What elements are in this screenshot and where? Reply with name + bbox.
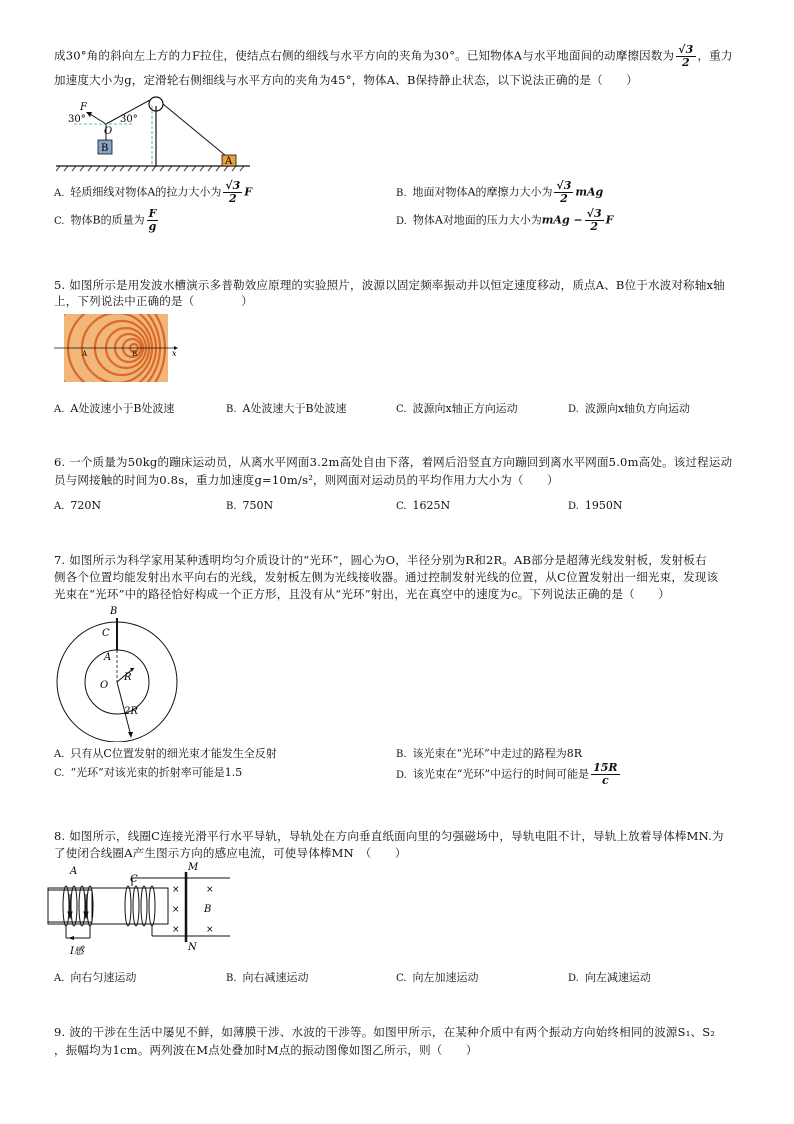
q7-option-a: A. 只有从C位置发射的细光束才能发生全反射 bbox=[54, 747, 277, 760]
label-b: B bbox=[110, 606, 118, 617]
angle-left: 30° bbox=[68, 114, 86, 125]
q4-text: 成30°角的斜向左上方的力F拉住，使结点右侧的细线与水平方向的夹角为30°。已知物体A与水平地面间的动摩擦因数为 bbox=[54, 48, 675, 63]
svg-text:×: × bbox=[172, 885, 180, 895]
svg-text:×: × bbox=[172, 905, 180, 915]
q8-stem-line2: 了使闭合线圈A产生图示方向的感应电流，可使导体棒MN （ ） bbox=[54, 846, 407, 860]
q4-figure bbox=[54, 92, 254, 172]
q9-stem-line2: ，振幅均为1cm。两列波在M点处叠加时M点的振动图像如图乙所示，则（ ） bbox=[54, 1043, 478, 1057]
label-b: B bbox=[132, 350, 138, 358]
label-2r: 2R bbox=[124, 706, 138, 717]
label-b: B bbox=[204, 904, 212, 915]
q5-option-b: B. A处波速大于B处波速 bbox=[226, 402, 347, 415]
q5-option-a: A. A处波速小于B处波速 bbox=[54, 402, 175, 415]
q7-figure bbox=[54, 602, 184, 742]
q8-option-d: D. 向左减速运动 bbox=[568, 971, 651, 984]
q4-stem-line2: 加速度大小为g，定滑轮右侧细线与水平方向的夹角为45°，物体A、B保持静止状态，以下说法正确的是（ ） bbox=[54, 73, 638, 87]
label-o: O bbox=[104, 126, 113, 137]
q9-stem-line1: 9. 波的干涉在生活中屡见不鲜，如薄膜干涉、水波的干涉等。如图甲所示，在某种介质中有两个振动方向始终相同的波源S₁、S₂ bbox=[54, 1025, 716, 1039]
q7-stem-line2: 侧各个位置均能发射出水平向右的光线，发射板左侧为光线接收器。通过控制发射光线的位置，从C位置发射出一细光束，发现该 bbox=[54, 570, 719, 584]
q4-stem-line1: 成30°角的斜向左上方的力F拉住，使结点右侧的细线与水平方向的夹角为30°。已知物体A与水平地面间的动摩擦因数为 $\frac{√3}{2}$ ，重力 bbox=[54, 43, 733, 69]
q7-stem-line3: 光束在“光环”中的路径恰好构成一个正方形，且没有从“光环”射出，光在真空中的速度为c。下列说法正确的是（ ） bbox=[54, 587, 670, 601]
q5-option-c: C. 波源向x轴正方向运动 bbox=[396, 402, 518, 415]
q6-option-d: D. 1950N bbox=[568, 499, 623, 512]
q6-stem-line1: 6. 一个质量为50kg的蹦床运动员，从离水平网面3.2m高处自由下落，着网后沿竖直方向蹦回到离水平网面5.0m高处。该过程运动 bbox=[54, 455, 733, 469]
label-a: A bbox=[82, 350, 88, 358]
label-c: C bbox=[102, 628, 110, 639]
svg-text:×: × bbox=[206, 925, 214, 935]
svg-text:×: × bbox=[206, 885, 214, 895]
label-a: A bbox=[104, 652, 112, 663]
q7-option-b: B. 该光束在“光环”中走过的路程为8R bbox=[396, 747, 583, 760]
q5-figure bbox=[54, 314, 184, 382]
q4-option-b: B. 地面对物体A的摩擦力大小为 $\frac{√3}{2}$ mAg bbox=[396, 179, 604, 205]
label-f: F bbox=[80, 102, 87, 113]
q7-option-c: C. “光环”对该光束的折射率可能是1.5 bbox=[54, 766, 243, 779]
q8-option-b: B. 向右减速运动 bbox=[226, 971, 309, 984]
angle-right: 30° bbox=[120, 114, 138, 125]
mu-fraction: $\frac{√3}{2}$ bbox=[678, 43, 694, 69]
q6-option-b: B. 750N bbox=[226, 499, 274, 512]
q4-option-d: D. 物体A对地面的压力大小为mAg − $\frac{√3}{2}$ F bbox=[396, 207, 614, 233]
q5-stem-line1: 5. 如图所示是用发波水槽演示多普勒效应原理的实验照片，波源以固定频率振动并以恒定速度移动，质点A、B位于水波对称轴x轴 bbox=[54, 278, 725, 292]
svg-text:x: x bbox=[172, 349, 177, 358]
q4-option-a: A. 轻质细线对物体A的拉力大小为 $\frac{√3}{2}$ F bbox=[54, 179, 253, 205]
svg-text:B: B bbox=[101, 143, 109, 154]
q4-option-c: C. 物体B的质量为 $\frac{F}{g}$ bbox=[54, 207, 157, 233]
q8-figure bbox=[44, 858, 234, 962]
q8-stem-line1: 8. 如图所示，线圈C连接光滑平行水平导轨，导轨处在方向垂直纸面向里的匀强磁场中，导轨电阻不计，导轨上放着导体棒MN.为 bbox=[54, 829, 724, 843]
q6-stem-line2: 员与网接触的时间为0.8s，重力加速度g=10m/s²，则网面对运动员的平均作用力大小为（ ） bbox=[54, 473, 559, 487]
q8-option-c: C. 向左加速运动 bbox=[396, 971, 479, 984]
svg-text:A: A bbox=[225, 156, 233, 167]
label-a: A bbox=[70, 866, 78, 877]
q5-option-d: D. 波源向x轴负方向运动 bbox=[568, 402, 691, 415]
label-c: C bbox=[130, 874, 138, 885]
q5-stem-line2: 上，下列说法中正确的是（ ） bbox=[54, 294, 253, 308]
svg-text:×: × bbox=[172, 925, 180, 935]
q7-stem-line1: 7. 如图所示为科学家用某种透明均匀介质设计的“光环”，圆心为O，半径分别为R和2R。AB部分是超薄光线发射板，发射板右 bbox=[54, 553, 707, 567]
label-m: M bbox=[188, 862, 199, 873]
label-i: I感 bbox=[70, 946, 84, 957]
label-r: R bbox=[124, 672, 132, 683]
q6-option-c: C. 1625N bbox=[396, 499, 451, 512]
label-o: O bbox=[100, 680, 109, 691]
q6-option-a: A. 720N bbox=[54, 499, 102, 512]
label-n: N bbox=[188, 942, 197, 953]
q8-option-a: A. 向右匀速运动 bbox=[54, 971, 137, 984]
q7-option-d: D. 该光束在“光环”中运行的时间可能是 $\frac{15R}{c}$ bbox=[396, 761, 618, 787]
